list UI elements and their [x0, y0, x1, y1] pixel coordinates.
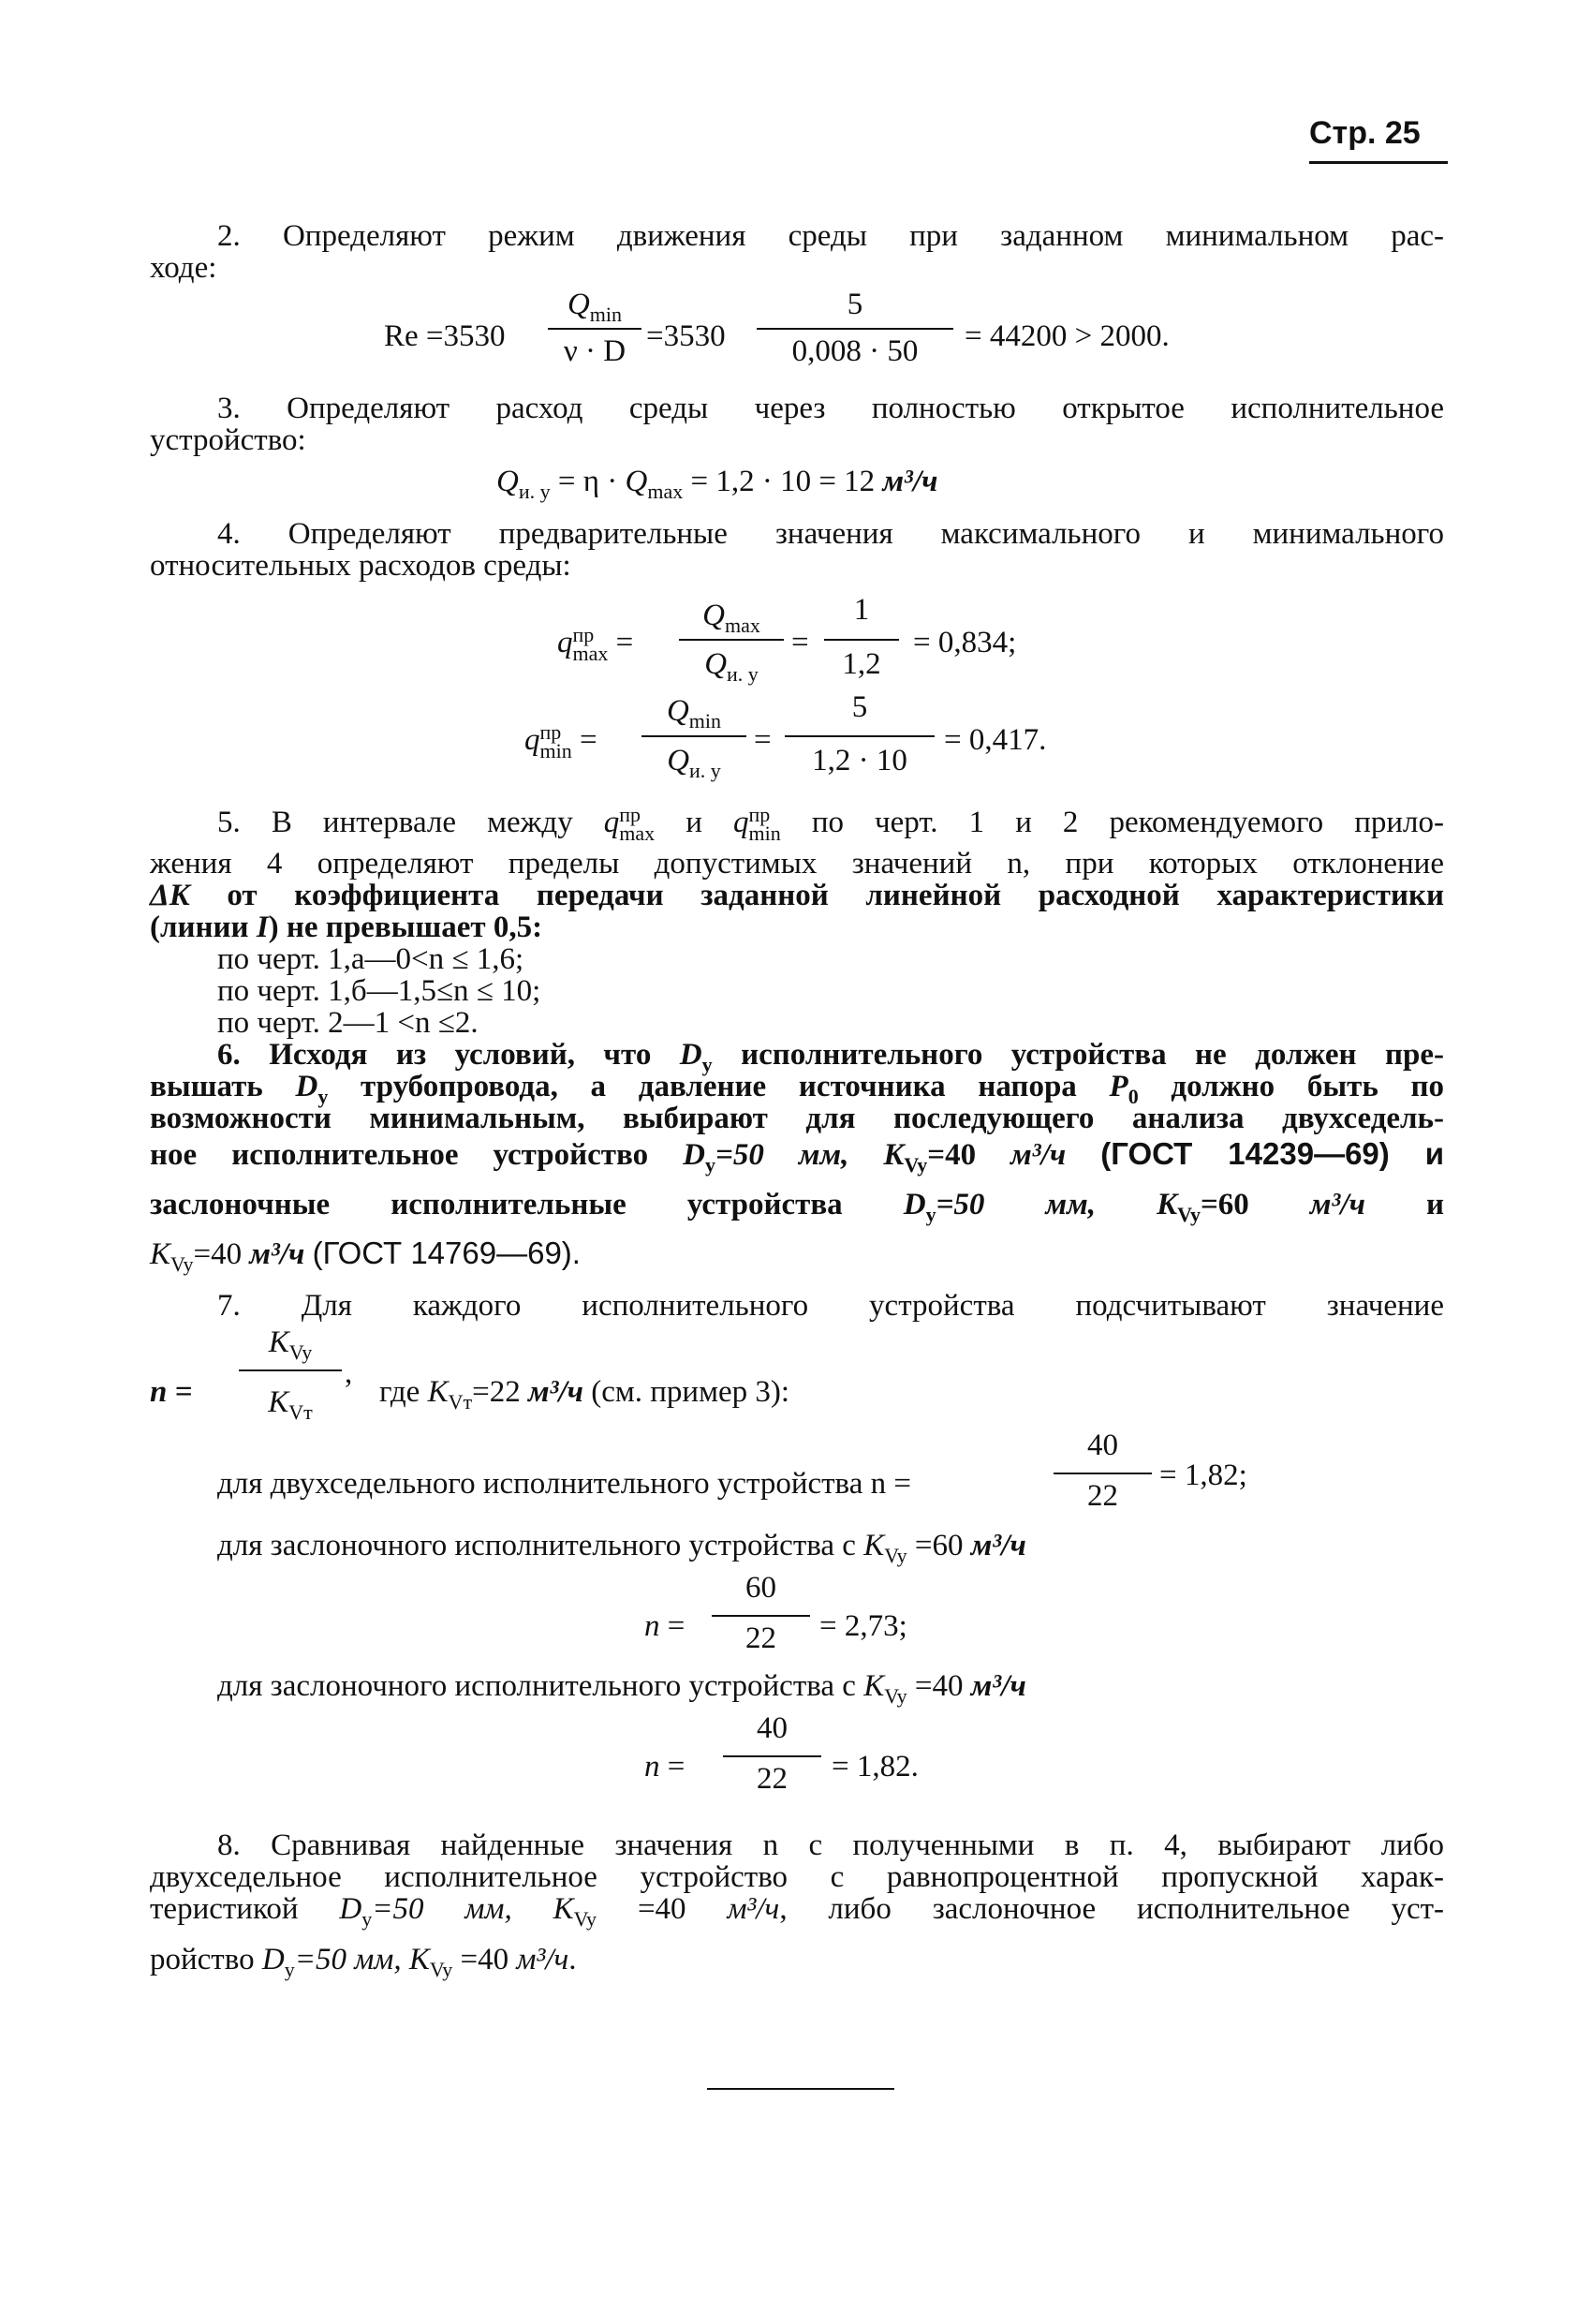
item-6-line-4: ное исполнительное устройство $D_у=50$ мм, $K_{Vy}=40$ м³/ч (ГОСТ 14239—69) и — [150, 1136, 1445, 1177]
n-def-where: где $K_{Vт}=22$ м³/ч (см. пример 3): — [379, 1375, 790, 1414]
n-def-comma: , — [345, 1356, 353, 1390]
re-rhs: = 44200 > 2000. — [965, 319, 1170, 353]
re-lhs: Re =3530 — [384, 319, 506, 353]
qmax-rel-lhs: q пр max = — [557, 623, 634, 666]
qmin-frac2-num: 5 — [851, 690, 868, 724]
qmin-frac1-num: $Q_{min}$ — [666, 694, 722, 733]
qiy-equation: $Q_{и. у} = \eta \cdot Q_{max} = 1,2 \cdot 10 = 12$ м³/ч — [496, 465, 938, 503]
calc-3-den: 22 — [757, 1762, 788, 1796]
n-frac-bar — [239, 1369, 342, 1371]
calc-3-text: для заслоночного исполнительного устройства с $K_{Vy} =40$ м³/ч — [217, 1669, 1026, 1708]
qmax-frac1-den: $Q_{и. у}$ — [704, 647, 759, 686]
item-5-line-1: 5. В интервале между q пр max и q пр min по черт. 1 и 2 рекомендуемого прило- — [217, 803, 1445, 846]
re-mid: =3530 — [646, 319, 726, 353]
item-7-line-1: 7. Для каждого исполнительного устройства подсчитывают значение — [217, 1289, 1444, 1323]
item-3-line-2: устройство: — [150, 423, 306, 457]
qmax-frac2-num: 1 — [853, 593, 870, 627]
calc-3-bar — [723, 1755, 821, 1757]
range-chart-1a: по черт. 1,а—0<n ≤ 1,6; — [217, 942, 524, 976]
qmax-frac2-den: 1,2 — [842, 647, 881, 681]
qmin-frac2-bar — [785, 735, 935, 737]
qmin-frac1-bar — [641, 735, 746, 737]
item-6-line-1: 6. Исходя из условий, что $D_у$ исполнительного устройства не должен пре- — [217, 1038, 1445, 1076]
item-8-line-1: 8. Сравнивая найденные значения n с полученными в п. 4, выбирают либо — [217, 1828, 1444, 1862]
item-5-line-3: ΔK от коэффициента передачи заданной линейной расходной характеристики — [150, 879, 1445, 912]
header-rule — [1309, 161, 1448, 164]
calc-1-text: для двухседельного исполнительного устройства n = — [217, 1467, 911, 1501]
calc-2-bar — [712, 1615, 810, 1617]
re-frac1-bar — [548, 328, 641, 330]
calc-3-num: 40 — [757, 1711, 788, 1745]
item-4-line-2: относительных расходов среды: — [150, 549, 571, 583]
calc-2-text: для заслоночного исполнительного устройства с $K_{Vy} =60$ м³/ч — [217, 1529, 1026, 1567]
qmin-rhs: = 0,417. — [944, 723, 1047, 757]
item-3-line-1: 3. Определяют расход среды через полностью открытое исполнительное — [217, 392, 1444, 425]
qmin-frac2-den: 1,2 · 10 — [812, 744, 907, 777]
range-chart-2: по черт. 2—1 <n ≤2. — [217, 1006, 479, 1040]
n-frac-den: $K_{Vт}$ — [268, 1385, 313, 1424]
item-6-line-6: $K_{Vy}=40$ м³/ч (ГОСТ 14769—69). — [150, 1236, 581, 1276]
item-2-line-1: 2. Определяют режим движения среды при заданном минимальном рас- — [217, 219, 1444, 253]
calc-2-num: 60 — [745, 1571, 776, 1605]
range-chart-1b: по черт. 1,б—1,5≤n ≤ 10; — [217, 974, 541, 1008]
qmax-frac1-num: $Q_{max}$ — [702, 599, 760, 637]
item-5-line-4: (линии I) не превышает 0,5: — [150, 910, 543, 944]
qmax-eq2: = — [791, 626, 809, 659]
page-number: Стр. 25 — [1309, 115, 1421, 151]
calc-1-bar — [1054, 1473, 1152, 1474]
n-definition-lhs: n = — [150, 1375, 193, 1409]
item-8-line-4: ройство $D_у=50$ мм, $K_{Vy} =40$ м³/ч. — [150, 1943, 577, 1981]
item-6-line-3: возможности минимальным, выбирают для последующего анализа двухседель- — [150, 1102, 1444, 1135]
re-frac2-bar — [757, 328, 953, 330]
n-frac-num: $K_{Vy}$ — [268, 1325, 313, 1364]
item-8-line-2: двухседельное исполнительное устройство с равнопроцентной пропускной харак- — [150, 1860, 1444, 1894]
item-5-line-2: жения 4 определяют пределы допустимых значений n, при которых отклонение — [150, 847, 1444, 881]
qmin-eq2: = — [754, 723, 772, 757]
calc-3-n: n = — [644, 1750, 685, 1784]
item-8-line-3: теристикой $D_у=50$ мм, $K_{Vy} =40$ м³/ч, либо заслоночное исполнительное уст- — [150, 1892, 1445, 1931]
qmax-frac1-bar — [679, 639, 784, 641]
qmin-rel-lhs: q пр min = — [524, 720, 597, 763]
re-frac1-den: ν · D — [563, 334, 626, 368]
item-4-line-1: 4. Определяют предварительные значения максимального и минимального — [217, 517, 1444, 551]
re-frac2-den: 0,008 · 50 — [791, 334, 919, 368]
qmin-frac1-den: $Q_{и. у}$ — [667, 744, 721, 782]
calc-2-rhs: = 2,73; — [819, 1609, 907, 1643]
calc-3-rhs: = 1,82. — [832, 1750, 919, 1784]
calc-1-rhs: = 1,82; — [1159, 1458, 1247, 1492]
calc-2-den: 22 — [745, 1621, 776, 1655]
end-rule — [707, 2088, 894, 2090]
re-frac2-num: 5 — [847, 288, 863, 321]
qmax-frac2-bar — [824, 639, 899, 641]
calc-1-num: 40 — [1087, 1428, 1118, 1462]
item-6-line-2: вышать $D_у$ трубопровода, а давление источника напора $P_0$ должно быть по — [150, 1070, 1445, 1108]
calc-2-n: n = — [644, 1609, 685, 1643]
item-2-line-2: ходе: — [150, 251, 217, 285]
calc-1-den: 22 — [1087, 1479, 1118, 1513]
re-frac1-num: $Q_{min}$ — [567, 288, 623, 326]
qmax-rhs: = 0,834; — [913, 626, 1017, 659]
item-6-line-5: заслоночные исполнительные устройства $D_у=50$ мм, $K_{Vy}=60$ м³/ч и — [150, 1188, 1445, 1226]
